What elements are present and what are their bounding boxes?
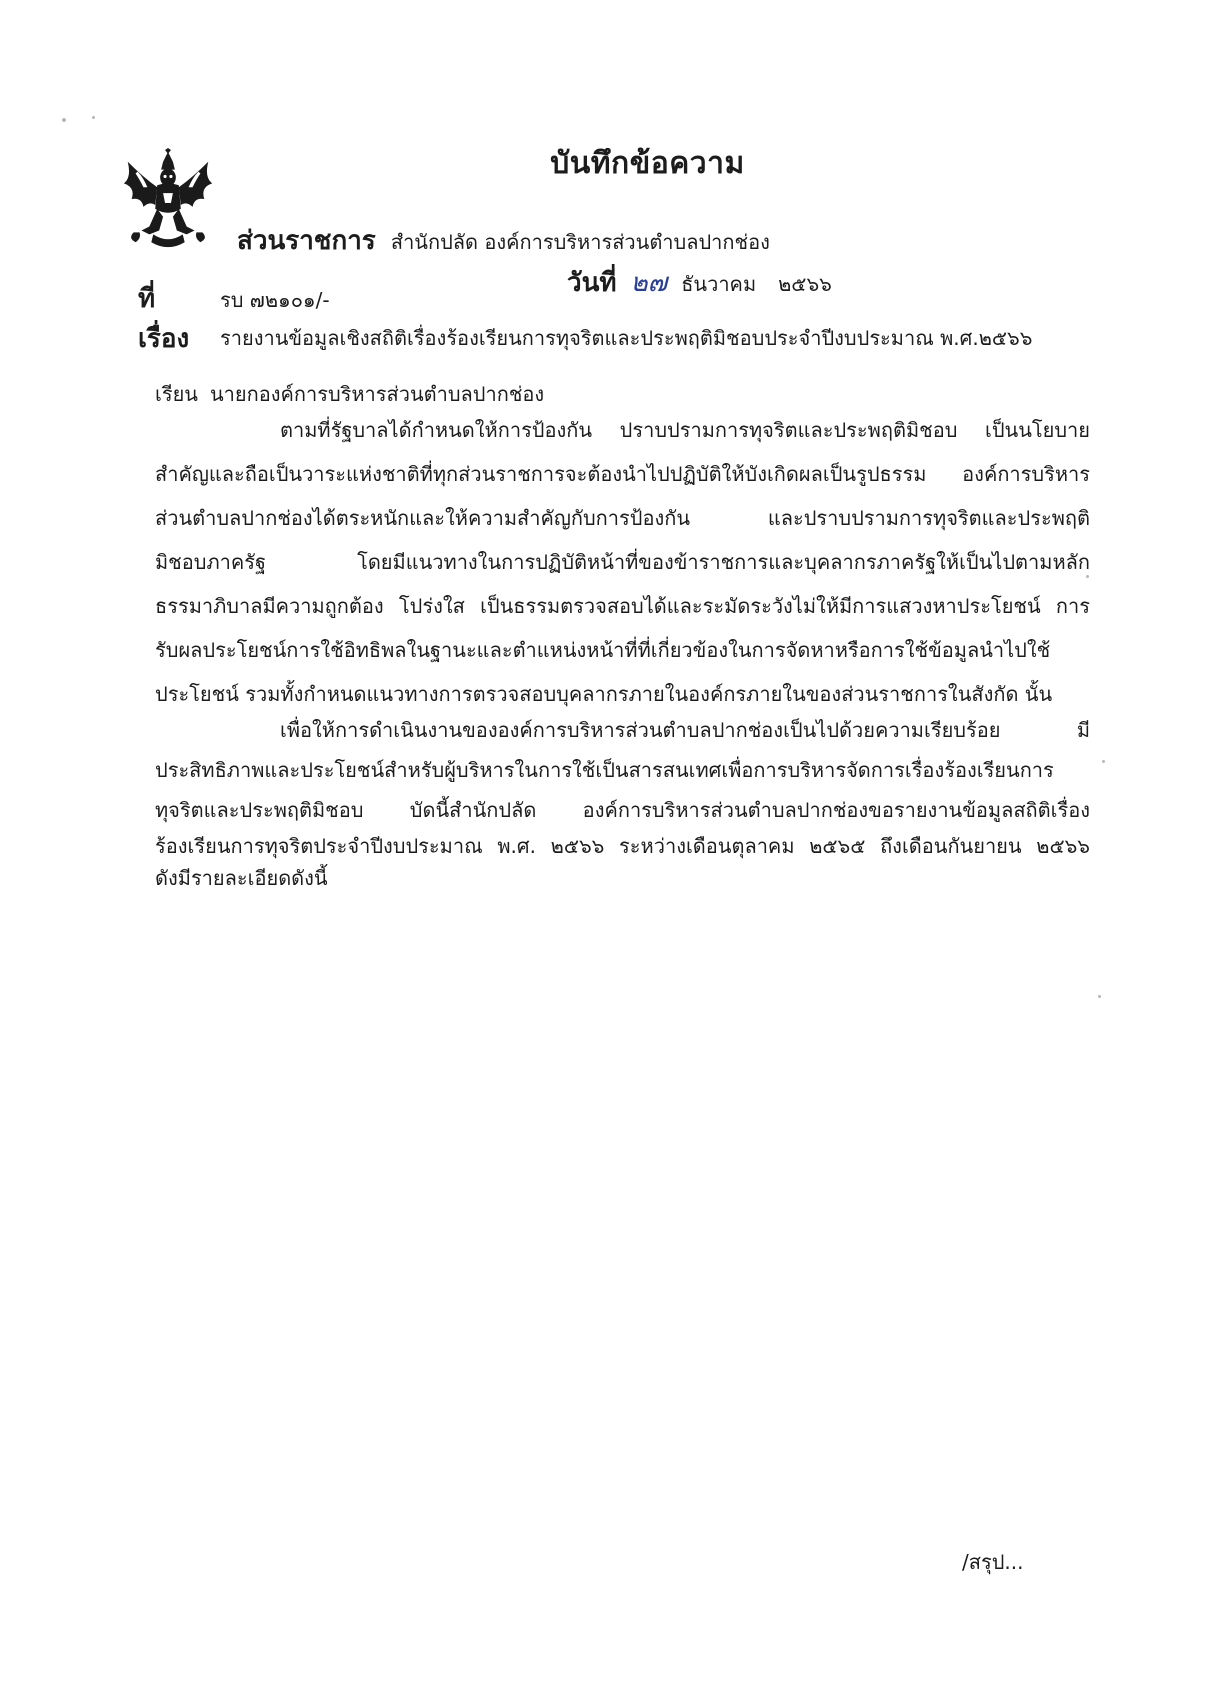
date-month: ธันวาคม bbox=[681, 272, 757, 296]
document-number-label: ที่ bbox=[138, 284, 156, 314]
agency-label: ส่วนราชการ bbox=[237, 226, 376, 256]
subject-label: เรื่อง bbox=[138, 324, 190, 354]
paragraph-line: ดังมีรายละเอียดดังนี้ bbox=[155, 866, 328, 890]
document-number-value: รบ ๗๒๑๐๑/- bbox=[220, 288, 330, 312]
agency-value: สำนักปลัด องค์การบริหารส่วนตำบลปากช่อง bbox=[390, 230, 770, 254]
paragraph-line: ประโยชน์ รวมทั้งกำหนดแนวทางการตรวจสอบบุคลากรภายในองค์กรภายในของส่วนราชการในสังกัด นั้น bbox=[155, 682, 1053, 706]
paragraph-line: ประสิทธิภาพและประโยชน์สำหรับผู้บริหารในการใช้เป็นสารสนเทศเพื่อการบริหารจัดการเรื่องร้องเรียนการ bbox=[155, 758, 1054, 782]
continued-marker: /สรุป... bbox=[962, 1550, 1024, 1574]
salutation bbox=[155, 378, 544, 410]
scan-speck bbox=[62, 118, 66, 122]
date-year: ๒๕๖๖ bbox=[778, 272, 832, 296]
memo-title: บันทึกข้อความ bbox=[550, 146, 745, 181]
addressee: นายกองค์การบริหารส่วนตำบลปากช่อง bbox=[209, 382, 545, 406]
paragraph-line: ทุจริตและประพฤติมิชอบ บัดนี้สำนักปลัด องค์การบริหารส่วนตำบลปากช่องขอรายงานข้อมูลสถิติเรื่อง bbox=[155, 798, 1090, 822]
salutation-label: เรียน bbox=[155, 382, 198, 406]
paragraph-line: เพื่อให้การดำเนินงานขององค์การบริหารส่วนตำบลปากช่องเป็นไปด้วยความเรียบร้อย มี bbox=[280, 718, 1090, 742]
date-day-handwritten: ๒๗ bbox=[630, 268, 668, 298]
date-label: วันที่ bbox=[567, 268, 617, 298]
scan-speck bbox=[1102, 760, 1105, 763]
paragraph-line: มิชอบภาครัฐ โดยมีแนวทางในการปฏิบัติหน้าที่ของข้าราชการและบุคลากรภาครัฐให้เป็นไปตามหลัก bbox=[155, 550, 1090, 574]
scan-speck bbox=[92, 116, 95, 119]
paragraph-line: ตามที่รัฐบาลได้กำหนดให้การป้องกัน ปราบปรามการทุจริตและประพฤติมิชอบ เป็นนโยบาย bbox=[280, 418, 1090, 442]
paragraph-line: สำคัญและถือเป็นวาระแห่งชาติที่ทุกส่วนราชการจะต้องนำไปปฏิบัติให้บังเกิดผลเป็นรูปธรรม องค์การบริหาร bbox=[155, 462, 1090, 486]
paragraph-line: ธรรมาภิบาลมีความถูกต้อง โปร่งใส เป็นธรรมตรวจสอบได้และระมัดระวังไม่ให้มีการแสวงหาประโยชน์ การ bbox=[155, 594, 1090, 618]
agency-row bbox=[237, 220, 770, 261]
document-number-row bbox=[138, 278, 330, 319]
date-row bbox=[567, 262, 832, 303]
paragraph-line: ร้องเรียนการทุจริตประจำปีงบประมาณ พ.ศ. ๒๕๖๖ ระหว่างเดือนตุลาคม ๒๕๖๕ ถึงเดือนกันยายน ๒๕๖๖ bbox=[155, 834, 1090, 858]
subject-row bbox=[138, 318, 1033, 359]
paragraph-2 bbox=[155, 710, 1090, 894]
scan-speck bbox=[1098, 995, 1101, 998]
paragraph-line: ส่วนตำบลปากช่องได้ตระหนักและให้ความสำคัญกับการป้องกัน และปราบปรามการทุจริตและประพฤติ bbox=[155, 506, 1090, 530]
paragraph-1 bbox=[155, 408, 1090, 716]
paragraph-line: รับผลประโยชน์การใช้อิทธิพลในฐานะและตำแหน่งหน้าที่ที่เกี่ยวข้องในการจัดหาหรือการใช้ข้อมูลนำไปใช้ bbox=[155, 638, 1051, 662]
subject-value: รายงานข้อมูลเชิงสถิติเรื่องร้องเรียนการทุจริตและประพฤติมิชอบประจำปีงบประมาณ พ.ศ.๒๕๖๖ bbox=[220, 326, 1033, 350]
